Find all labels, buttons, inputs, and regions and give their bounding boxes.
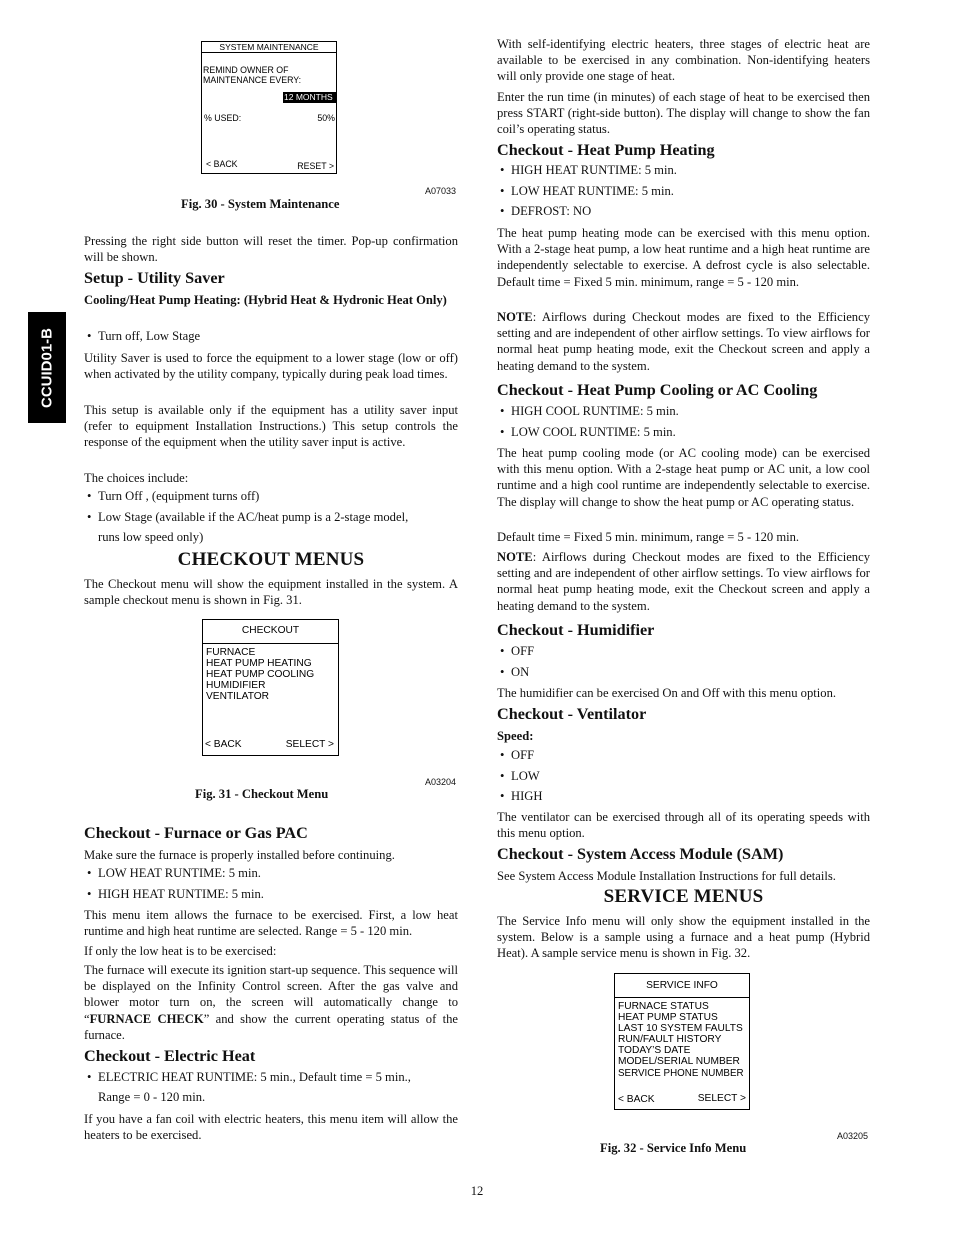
fig32-item-phone: SERVICE PHONE NUMBER [618,1068,744,1079]
humidifier-list [497,643,870,682]
fig31-code: A03204 [425,777,457,787]
fig30-title: SYSTEM MAINTENANCE [202,42,336,53]
list-item: • Low Stage (available if the AC/heat pump is a 2-stage model, [84,507,458,528]
humidifier-para: The humidifier can be exercised On and Off with this menu option. [497,686,837,700]
fig31-screen [202,619,339,756]
furnace-check-label: FURNACE CHECK [89,1011,204,1026]
list-item: • HIGH COOL RUNTIME: 5 min. [497,401,870,422]
note-label: NOTE [497,310,533,324]
fig32-item-faults: LAST 10 SYSTEM FAULTS [618,1023,743,1034]
utility-saver-list [84,328,458,344]
checkout-menus-heading: CHECKOUT MENUS [177,549,365,570]
fig32-caption: Fig. 32 - Service Info Menu [600,1141,747,1155]
ventilator-speed-label: Speed: [497,729,534,743]
choice2-continuation: runs low speed only) [98,530,204,544]
reset-paragraph: Pressing the right side button will reset the timer. Pop-up confirmation will be shown. [84,234,458,265]
ventilator-list [497,747,870,807]
fig31-item-hp-heating: HEAT PUMP HEATING [206,658,312,669]
list-item: • OFF [497,745,870,766]
list-item: • HIGH [497,786,870,807]
fig30-months: 12 MONTHS [283,92,337,103]
fig32-item-history: RUN/FAULT HISTORY [618,1034,722,1045]
list-item: • ELECTRIC HEAT RUNTIME: 5 min., Default time = 5 min., [84,1069,458,1085]
side-tab [28,312,66,423]
hp-cooling-note [497,549,870,614]
electric-heat-heading: Checkout - Electric Heat [84,1047,256,1065]
utility-saver-subheading: Cooling/Heat Pump Heating: (Hybrid Heat & Hydronic Heat Only) [84,293,447,307]
list-item: • ON [497,662,870,683]
utility-saver-heading: Setup - Utility Saver [84,269,225,287]
furnace-intro: Make sure the furnace is properly installed before continuing. [84,848,395,862]
fig32-item-model: MODEL/SERIAL NUMBER [618,1056,740,1067]
electric-heat-list [84,1069,458,1085]
hp-heating-note-text: : Airflows during Checkout modes are fixed to the Efficiency setting and are independent of other airflow settings. To view airflows for normal heat pump heating mode, exit the Checkout screen and apply a heating demand to the system. [497,310,870,373]
list-item: • Turn off, Low Stage [84,328,458,344]
choices-intro: The choices include: [84,471,189,485]
list-item: • DEFROST: NO [497,201,870,222]
fig31-item-humidifier: HUMIDIFIER [206,680,266,691]
fig31-divider [203,643,338,644]
fig31-caption: Fig. 31 - Checkout Menu [195,787,329,801]
fig32-divider [615,997,749,998]
fig32-item-date: TODAY’S DATE [618,1045,691,1056]
furnace-para-3-c: ” and show the current operating status of the furnace. [84,1011,459,1042]
fig31-item-hp-cooling: HEAT PUMP COOLING [206,669,315,680]
fig31-back: < BACK [205,739,242,750]
furnace-heading: Checkout - Furnace or Gas PAC [84,824,308,842]
fig32-item-hp-status: HEAT PUMP STATUS [618,1012,718,1023]
fig30-code: A07033 [425,186,457,196]
note-label: NOTE [497,550,533,564]
furnace-para-3 [84,962,458,1043]
fig31-item-furnace: FURNACE [206,647,256,658]
fig30-back: < BACK [206,159,238,169]
list-item: • LOW COOL RUNTIME: 5 min. [497,422,870,443]
page-number: 12 [470,1184,484,1198]
electric-heat-para: If you have a fan coil with electric heaters, this menu item will allow the heaters to be exercised. [84,1112,458,1143]
furnace-para-2: If only the low heat is to be exercised: [84,944,277,958]
ventilator-para: The ventilator can be exercised through all of its operating speeds with this menu option. [497,810,870,841]
list-item: • LOW HEAT RUNTIME: 5 min. [497,181,870,202]
hp-cooling-list [497,403,870,442]
hp-heating-para: The heat pump heating mode can be exercised with this menu option. With a 2-stage heat pump, a low heat runtime and a high heat runtime are independently selectable to exercise. A defrost cycle is also selectable. Default time = Fixed 5 min. minimum, range = 5 - 120 min. [497,226,870,289]
side-tab-label: CCUID01-B [38,327,56,408]
electric-range: Range = 0 - 120 min. [98,1090,206,1104]
furnace-list [84,865,458,904]
hp-cooling-note-text: : Airflows during Checkout modes are fixed to the Efficiency setting and are independent of other airflow settings. To view airflows for normal heat pump heating mode, exit the Checkout screen and apply a heating demand to the system. [497,550,870,613]
fig32-code: A03205 [837,1131,869,1141]
fig32-screen [614,973,750,1110]
fig30-reset: RESET > [297,161,334,171]
sam-heading: Checkout - System Access Module (SAM) [497,845,784,863]
hp-heating-heading: Checkout - Heat Pump Heating [497,141,715,159]
hp-cooling-para-1: The heat pump cooling mode (or AC cooling mode) can be exercised with this menu option. With a 2-stage heat pump or AC unit, a low cool runtime and a high cool runtime are independently selectable to exercise. The display will change to show the heat pump or AC operating status. [497,446,870,509]
fig30-caption: Fig. 30 - System Maintenance [181,197,340,211]
furnace-para-3-a: The furnace will execute its ignition start-up sequence. This sequence will be displayed on the Infinity Control screen. After the gas valve and blower motor turn on, the screen will automatically change to “ [84,963,458,1026]
fig30-used-value: 50% [317,113,335,123]
fig32-title: SERVICE INFO [646,980,718,991]
furnace-para-1: This menu item allows the furnace to be exercised. First, a low heat runtime and high heat runtime are selected. Range = 5 - 120 min. [84,908,458,939]
fig30-screen [201,41,337,174]
fig31-select: SELECT > [285,739,334,750]
fig32-select: SELECT > [697,1093,746,1104]
service-menus-heading: SERVICE MENUS [603,886,764,907]
hp-cooling-heading: Checkout - Heat Pump Cooling or AC Cooling [497,381,818,399]
hp-heating-note [497,309,870,374]
list-item: • HIGH HEAT RUNTIME: 5 min. [84,884,458,905]
service-menus-para: The Service Info menu will only show the equipment installed in the system. Below is a sample using a furnace and a heat pump (Hybrid Heat). A sample service menu is shown in Fig. 32. [497,914,870,961]
hp-heating-list [497,162,870,222]
fig31-title: CHECKOUT [241,625,300,636]
sam-para: See System Access Module Installation Instructions for full details. [497,869,836,883]
humidifier-heading: Checkout - Humidifier [497,621,655,639]
fig32-item-furnace-status: FURNACE STATUS [618,1001,709,1012]
fig30-remind-1: REMIND OWNER OF [203,65,289,75]
checkout-menus-para: The Checkout menu will show the equipment installed in the system. A sample checkout menu is shown in Fig. 31. [84,577,458,608]
list-item: • Turn Off , (equipment turns off) [84,486,458,507]
utility-saver-para-2: This setup is available only if the equipment has a utility saver input (refer to equipment Installation Instructions.) This setup controls the response of the equipment when the utility saver input is active. [84,403,458,450]
fig32-back: < BACK [618,1094,655,1105]
fig30-used-label: % USED: [204,113,242,123]
hp-cooling-para-2: Default time = Fixed 5 min. minimum, range = 5 - 120 min. [497,530,800,544]
utility-saver-para-1: Utility Saver is used to force the equipment to a lower stage (low or off) when activated by the utility company, typically during peak load times. [84,351,458,382]
fig31-item-ventilator: VENTILATOR [206,691,270,702]
electric-para-2: Enter the run time (in minutes) of each stage of heat to be exercised then press START (right-side button). The display will change to show the fan coil’s operating status. [497,90,870,137]
list-item: • LOW HEAT RUNTIME: 5 min. [84,863,458,884]
choices-list [84,488,458,527]
list-item: • OFF [497,641,870,662]
list-item: • HIGH HEAT RUNTIME: 5 min. [497,160,870,181]
fig30-remind-2: MAINTENANCE EVERY: [203,75,302,85]
electric-para-1: With self-identifying electric heaters, three stages of electric heat are available to be exercised in any combination. Non-identifying heaters will only provide one stage of heat. [497,37,870,84]
ventilator-heading: Checkout - Ventilator [497,705,647,723]
list-item: • LOW [497,766,870,787]
